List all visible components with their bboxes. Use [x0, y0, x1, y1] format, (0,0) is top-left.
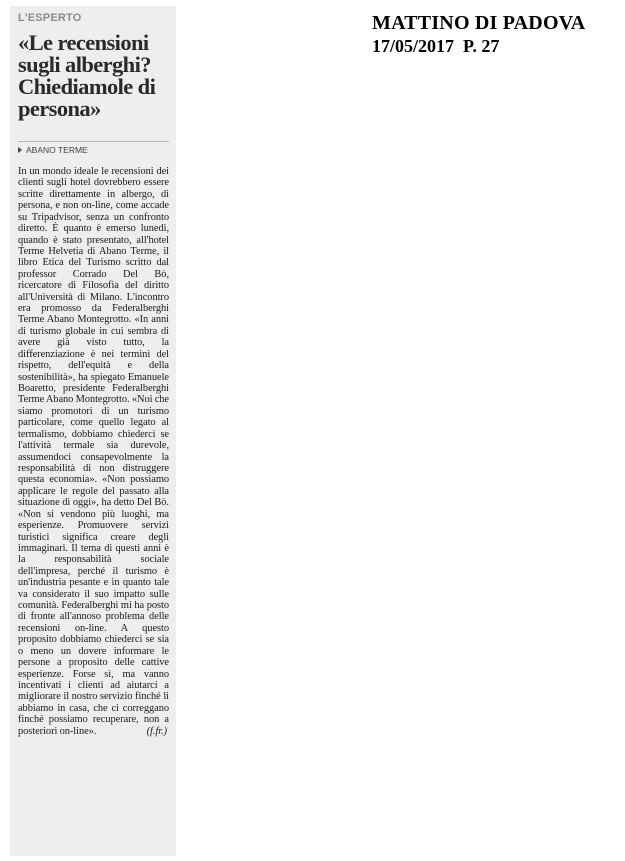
page-number: P. 27 — [463, 36, 500, 56]
dateline — [372, 35, 612, 57]
article-headline: «Le recensioni sugli alberghi? Chiediamole di persona» — [18, 30, 156, 121]
publication-name: MATTINO DI PADOVA — [372, 12, 586, 34]
newspaper-clipping — [10, 6, 176, 856]
location-line — [18, 141, 169, 155]
article-text: In un mondo ideale le recensioni dei clienti sugli hotel dovrebbero essere scritte direttamente in albergo, di persona, e non on-line, come accade su Tripadvisor, senza un confronto diretto. È quanto è emerso lunedì, quando è stato presentato, all'hotel Terme Helvetia di Abano Terme, il libro Etica del Turismo scritto dal professor Corrado Del Bò, ricercatore di Filosofia del diritto all'Università di Milano. L'incontro era promosso da Federalberghi Terme Abano Montegrotto. «In anni di turismo globale in cui sembra di avere già visto tutto, la differenziazione è nei termini del rispetto, dell'equità e della sostenibilità», ha spiegato Emanuele Boaretto, presidente Federalberghi Terme Abano Montegrotto. «Noi che siamo promotori di un turismo particolare, come quello legato al termalismo, dobbiamo chiederci se l'attività termale sia durevole, assumendoci consapevolmente la responsabilità di non distruggere questa economia». «Non possiamo applicare le regole del passato alla situazione di oggi», ha detto Del Bò. «Non si vendono più luoghi, ma esperienze. Promuovere servizi turistici significa creare degli immaginari. Il tema di questi anni è la responsabilità sociale dell'impresa, perché il turismo è un'industria pesante e in quanto tale va considerato il suo impatto sulle comunità. Federalberghi mi ha posto di fronte all'annoso problema delle recensioni on-line. A questo proposito dobbiamo chiederci se sia o meno un dovere informare le persone a proposito delle cattive esperienze. Forse sì, ma vanno incentivati i clienti ad aiutarci a migliorare il nostro servizio finché li abbiamo in casa, che ci correggano finché possiamo recuperare, non a posteriori on-line». — [18, 166, 169, 737]
article-body — [18, 166, 169, 737]
section-label: L'ESPERTO — [18, 12, 82, 24]
page-header — [372, 12, 612, 57]
location-label: ABANO TERME — [26, 145, 88, 155]
triangle-bullet-icon — [18, 147, 22, 153]
author-signature: (f.fr.) — [146, 725, 167, 737]
publication-date: 17/05/2017 — [372, 36, 455, 56]
